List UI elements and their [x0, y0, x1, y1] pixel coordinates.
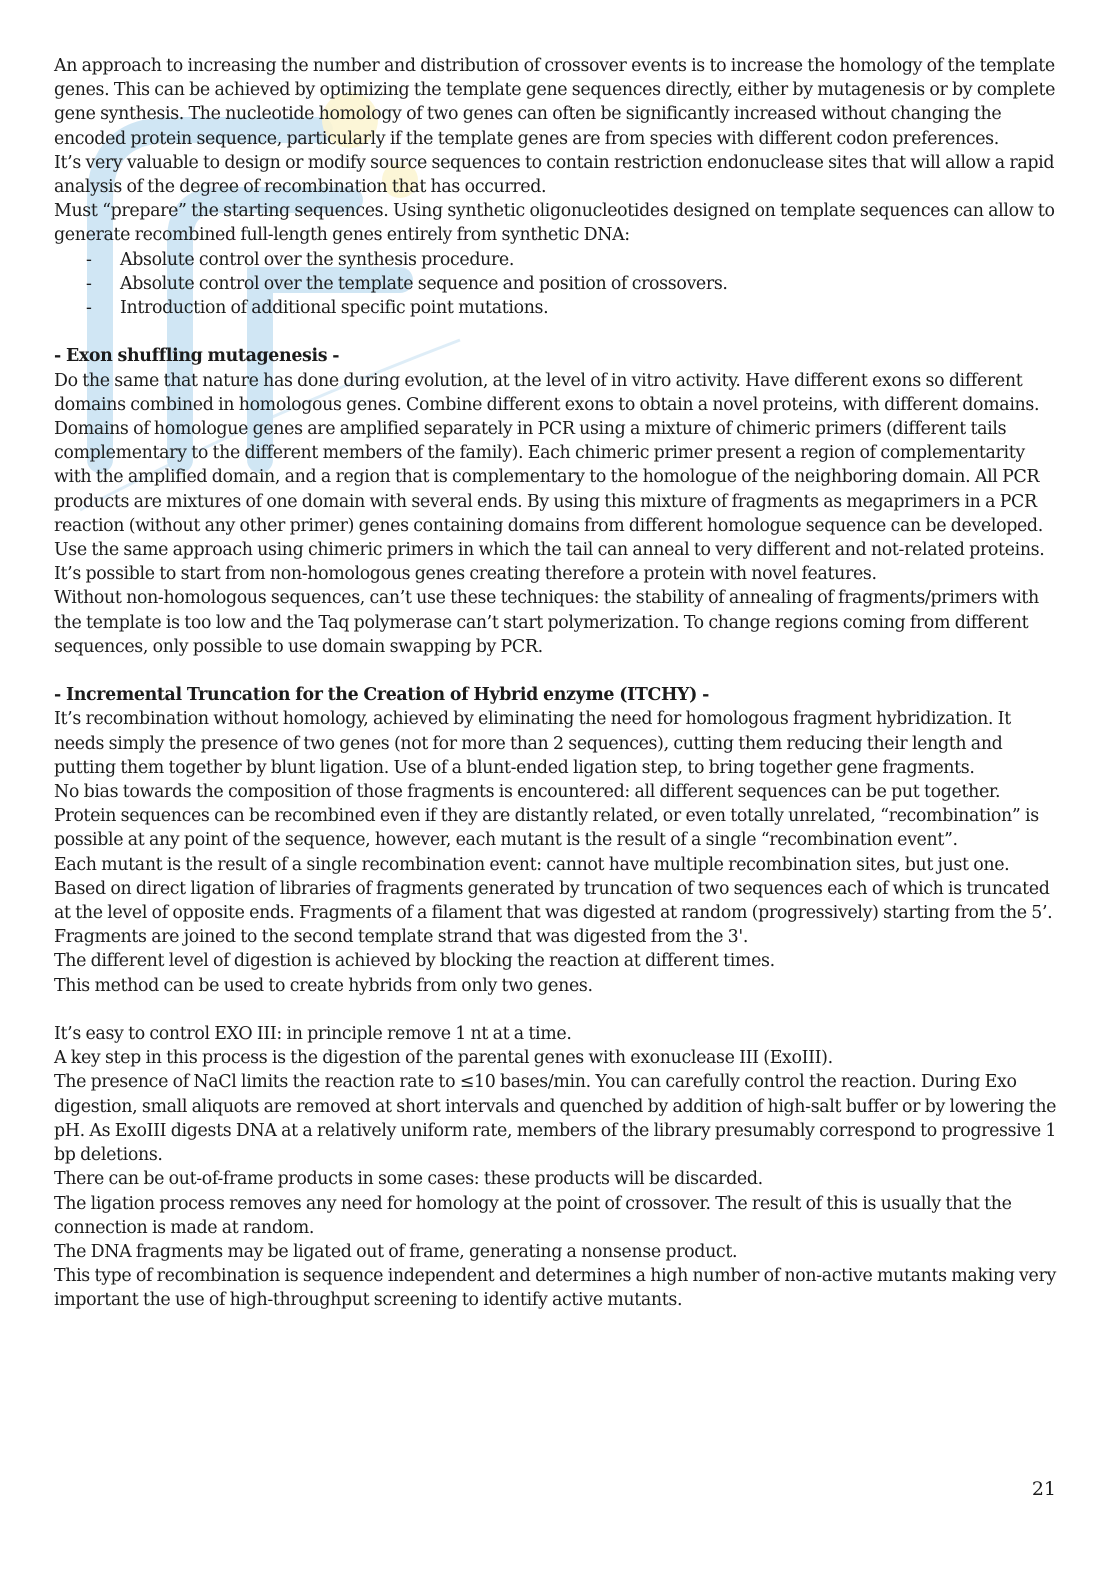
- spacer: [54, 659, 1060, 683]
- dash-bullet: -: [86, 298, 92, 319]
- paragraph: The presence of NaCl limits the reaction rate to ≤10 bases/min. You can carefully control the reaction. During Exo digestion, small aliquots are removed at short intervals and quenched by addition of high-salt buffer or by lowering the pH. As ExoIII digests DNA at a relatively uniform rate, members of the library presumably correspond to progressive 1 bp deletions.: [54, 1072, 1057, 1166]
- dash-bullet: -: [86, 249, 92, 270]
- spacer: [54, 320, 1060, 344]
- spacer: [54, 998, 1060, 1022]
- paragraph: Use the same approach using chimeric primers in which the tail can anneal to very different and not-related proteins. It’s possible to start from non-homologous genes creating therefore a protein with novel features.: [54, 540, 1045, 585]
- list-item: [54, 272, 1060, 296]
- list-item-text: Introduction of additional specific point mutations.: [120, 298, 549, 319]
- paragraph: Must “prepare” the starting sequences. Using synthetic oligonucleotides designed on template sequences can allow to generate recombined full-length genes entirely from synthetic DNA:: [54, 201, 1055, 246]
- paragraph: An approach to increasing the number and distribution of crossover events is to increase the homology of the template genes. This can be achieved by optimizing the template gene sequences directly, either by mutagenesis or by complete gene synthesis. The nucleotide homology of two genes can often be significantly increased without changing the encoded protein sequence, particularly if the template genes are from species with different codon preferences.: [54, 56, 1056, 149]
- list-item: [54, 248, 1060, 272]
- section-heading-exon-shuffling: - Exon shuffling mutagenesis -: [54, 346, 340, 367]
- paragraph: No bias towards the composition of those fragments is encountered: all different sequences can be put together.: [54, 782, 1001, 803]
- paragraph: Domains of homologue genes are amplified separately in PCR using a mixture of chimeric primers (different tails complementary to the different members of the family). Each chimeric primer present a region of complementarity with the amplified domain, and a region that is complementary to the homologue of the neighboring domain. All PCR products are mixtures of one domain with several ends. By using this mixture of fragments as megaprimers in a PCR reaction (without any other primer) genes containing domains from different homologue sequence can be developed.: [54, 419, 1043, 536]
- list-item: [54, 296, 1060, 320]
- bullet-list: [54, 248, 1060, 321]
- document-body: [54, 54, 1060, 1313]
- paragraph: There can be out-of-frame products in some cases: these products will be discarded.: [54, 1169, 763, 1190]
- paragraph: It’s easy to control EXO III: in principle remove 1 nt at a time.: [54, 1024, 572, 1045]
- paragraph: Without non-homologous sequences, can’t use these techniques: the stability of annealing of fragments/primers with the template is too low and the Taq polymerase can’t start polymerization. To change regions coming from different sequences, only possible to use domain swapping by PCR.: [54, 588, 1039, 657]
- dash-bullet: -: [86, 273, 92, 294]
- paragraph: The different level of digestion is achieved by blocking the reaction at different times.: [54, 951, 775, 972]
- paragraph: This method can be used to create hybrids from only two genes.: [54, 975, 593, 996]
- page-number: 21: [1031, 1478, 1056, 1500]
- paragraph: Protein sequences can be recombined even if they are distantly related, or even totally unrelated, “recombination” is possible at any point of the sequence, however, each mutant is the result of a single “recombination event”.: [54, 806, 1039, 851]
- paragraph: It’s recombination without homology, achieved by eliminating the need for homologous fragment hybridization. It needs simply the presence of two genes (not for more than 2 sequences), cutting them reducing their length and putting them together by blunt ligation. Use of a blunt-ended ligation step, to bring together gene fragments.: [54, 709, 1011, 778]
- paragraph: A key step in this process is the digestion of the parental genes with exonuclease III (ExoIII).: [54, 1048, 833, 1069]
- paragraph: Each mutant is the result of a single recombination event: cannot have multiple recombination sites, but just one.: [54, 854, 1010, 875]
- paragraph: This type of recombination is sequence independent and determines a high number of non-active mutants making very important the use of high-throughput screening to identify active mutants.: [54, 1266, 1056, 1311]
- paragraph: Do the same that nature has done during evolution, at the level of in vitro activity. Have different exons so different domains combined in homologous genes. Combine different exons to obtain a novel proteins, with different domains.: [54, 370, 1040, 415]
- list-item-text: Absolute control over the template sequence and position of crossovers.: [120, 273, 728, 294]
- paragraph: The DNA fragments may be ligated out of frame, generating a nonsense product.: [54, 1241, 738, 1262]
- paragraph: The ligation process removes any need for homology at the point of crossover. The result of this is usually that the connection is made at random.: [54, 1193, 1012, 1238]
- list-item-text: Absolute control over the synthesis procedure.: [120, 249, 515, 270]
- paragraph: It’s very valuable to design or modify source sequences to contain restriction endonuclease sites that will allow a rapid analysis of the degree of recombination that has occurred.: [54, 152, 1055, 198]
- section-heading-itchy: - Incremental Truncation for the Creation of Hybrid enzyme (ITCHY) -: [54, 685, 709, 706]
- paragraph: Based on direct ligation of libraries of fragments generated by truncation of two sequences each of which is truncated at the level of opposite ends. Fragments of a filament that was digested at random (progressively) starting from the 5’. Fragments are joined to the second template strand that was digested from the 3'.: [54, 878, 1053, 948]
